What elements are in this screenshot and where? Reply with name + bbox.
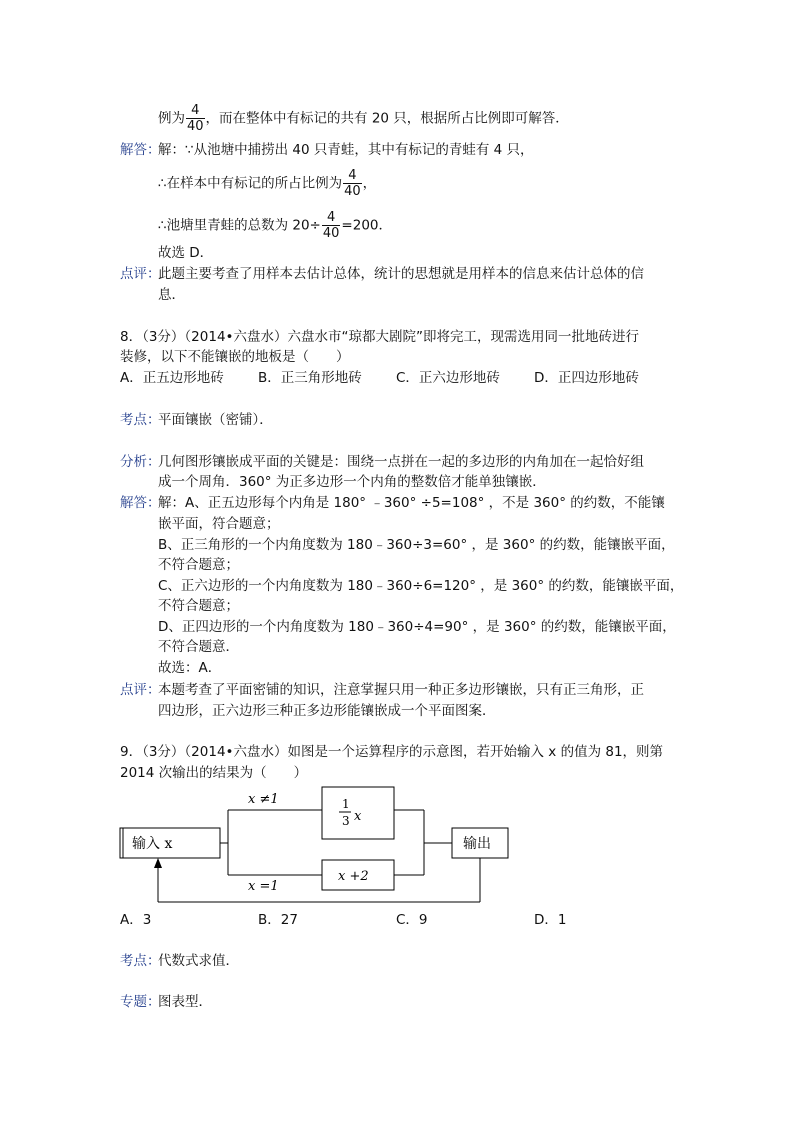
fraction: $\frac{4}{40}$ — [187, 103, 204, 134]
q8-option-b: B．正三角形地砖 — [258, 370, 362, 386]
comment-label: 点评： — [120, 266, 161, 282]
zhuanti-label: 专题： — [120, 994, 161, 1010]
q7-comment-line: 此题主要考查了用样本去估计总体，统计的思想就是用样本的信息来估计总体的信 — [158, 266, 644, 282]
q8-answer-line: C、正六边形的一个内角度数为 180﹣360÷6=120° ，是 360° 的约数，能镶嵌平面， — [158, 578, 684, 594]
q9-stem-line: 9．（3分）（2014•六盘水）如图是一个运算程序的示意图，若开始输入 x 的值为 81，则第 — [120, 744, 664, 760]
answer-label: 解答： — [120, 495, 161, 511]
q8-answer-line: D、正四边形的一个内角度数为 180﹣360÷4=90° ，是 360° 的约数，能镶嵌平面， — [158, 619, 676, 635]
flowchart — [110, 780, 530, 910]
q8-kaodian: 平面镶嵌（密铺）． — [158, 412, 273, 428]
q9-stem-line: 2014 次输出的结果为（ ） — [120, 765, 308, 781]
q8-stem-line: 装修，以下不能镶嵌的地板是（ ） — [120, 349, 350, 365]
top-box-denominator: 3 — [342, 814, 350, 828]
input-label: 输入 x — [132, 836, 173, 852]
q8-option-d: D．正四边形地砖 — [534, 370, 639, 386]
q9-option-c: C．9 — [396, 912, 428, 928]
q8-answer-line: 解：A、正五边形每个内角是 180° ﹣360° ÷5=108° ，不是 360° 的约数，不能镶 — [158, 495, 665, 511]
q8-answer-line: B、正三角形的一个内角度数为 180﹣360÷3=60° ，是 360° 的约数，能镶嵌平面， — [158, 537, 675, 553]
q9-option-b: B．27 — [258, 912, 298, 928]
q8-answer-line: 不符合题意； — [158, 557, 239, 573]
feedback-arrowhead — [154, 858, 162, 868]
q8-comment-line: 四边形，正六边形三种正多边形能镶嵌成一个平面图案． — [158, 703, 496, 719]
q7-answer-line: 解：∵从池塘中捕捞出 40 只青蛙，其中有标记的青蛙有 4 只， — [158, 142, 534, 158]
q8-answer-line: 不符合题意； — [158, 598, 239, 614]
condition-bottom: x =1 — [248, 879, 279, 894]
kaodian-label: 考点： — [120, 412, 161, 428]
top-box-numerator: 1 — [342, 797, 350, 811]
fraction: $\frac{4}{40}$ — [322, 210, 340, 241]
q9-option-d: D．1 — [534, 912, 567, 928]
q8-option-c: C．正六边形地砖 — [396, 370, 500, 386]
q8-comment-line: 本题考查了平面密铺的知识，注意掌握只用一种正多边形镶嵌，只有正三角形，正 — [158, 682, 644, 698]
q7-analysis-line: 例为 $\frac{4}{40}$ ，而在整体中有标记的共有 20 只，根据所占比例即可解答． — [158, 103, 569, 134]
fraction: $\frac{4}{40}$ — [344, 168, 361, 199]
bottom-box-expression: x +2 — [338, 869, 369, 884]
q7-comment-line: 息． — [158, 287, 185, 303]
condition-top: x ≠1 — [248, 792, 279, 807]
kaodian-label: 考点： — [120, 953, 161, 969]
q8-fenxi-line: 成一个周角．360° 为正多边形一个内角的整数倍才能单独镶嵌． — [158, 474, 546, 490]
answer-label: 解答： — [120, 142, 161, 158]
q8-answer-line: 故选：A． — [158, 660, 222, 676]
output-label: 输出 — [463, 836, 491, 852]
comment-label: 点评： — [120, 682, 161, 698]
q8-stem-line: 8．（3分）（2014•六盘水）六盘水市“琼都大剧院”即将完工，现需选用同一批地砖进行 — [120, 329, 639, 345]
q7-answer-line: ∴在样本中有标记的所占比例为 $\frac{4}{40}$ ， — [158, 168, 377, 199]
top-box-variable: x — [354, 809, 362, 824]
q9-kaodian: 代数式求值． — [158, 953, 239, 969]
q8-answer-line: 不符合题意． — [158, 639, 239, 655]
q9-option-a: A．3 — [120, 912, 152, 928]
q8-answer-line: 嵌平面，符合题意； — [158, 516, 280, 532]
q7-answer-line: ∴池塘里青蛙的总数为 20÷ $\frac{4}{40}$ =200． — [158, 210, 393, 241]
q8-fenxi-line: 几何图形镶嵌成平面的关键是：围绕一点拼在一起的多边形的内角加在一起恰好组 — [158, 454, 644, 470]
q7-answer-line: 故选 D． — [158, 245, 214, 261]
q8-option-a: A．正五边形地砖 — [120, 370, 224, 386]
fenxi-label: 分析： — [120, 454, 161, 470]
q9-zhuanti: 图表型． — [158, 994, 212, 1010]
